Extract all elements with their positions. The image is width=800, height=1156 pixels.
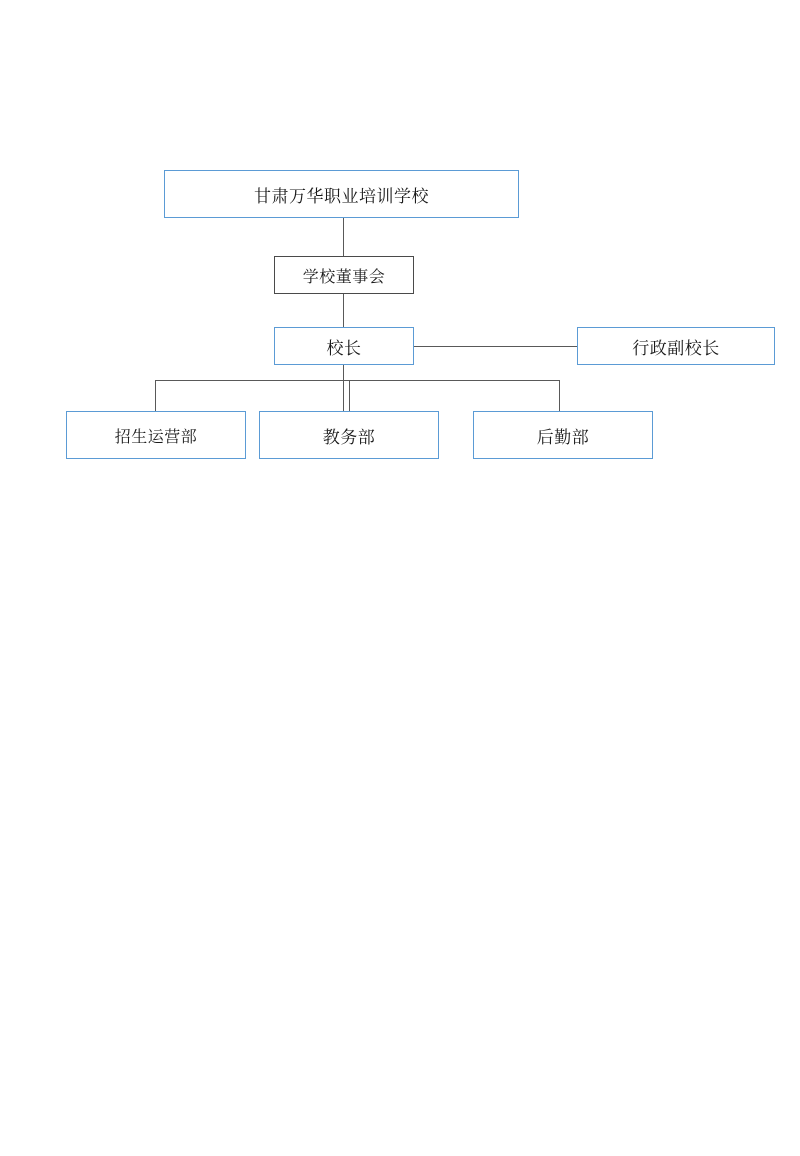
- connector-school-to-board: [343, 218, 344, 256]
- connector-board-to-principal: [343, 294, 344, 327]
- node-academic-affairs-department[interactable]: 教务部: [259, 411, 439, 459]
- connector-principal-to-vice-principal: [414, 346, 577, 347]
- node-logistics-department[interactable]: 后勤部: [473, 411, 653, 459]
- node-admissions-department[interactable]: 招生运营部: [66, 411, 246, 459]
- node-board[interactable]: 学校董事会: [274, 256, 414, 294]
- node-school[interactable]: 甘肃万华职业培训学校: [164, 170, 519, 218]
- connector-bus-to-admissions: [155, 380, 156, 411]
- node-vice-principal[interactable]: 行政副校长: [577, 327, 775, 365]
- connector-department-bus: [155, 380, 559, 381]
- connector-principal-stem: [343, 365, 344, 411]
- node-principal[interactable]: 校长: [274, 327, 414, 365]
- connector-bus-to-logistics: [559, 380, 560, 411]
- connector-bus-to-academic: [349, 380, 350, 411]
